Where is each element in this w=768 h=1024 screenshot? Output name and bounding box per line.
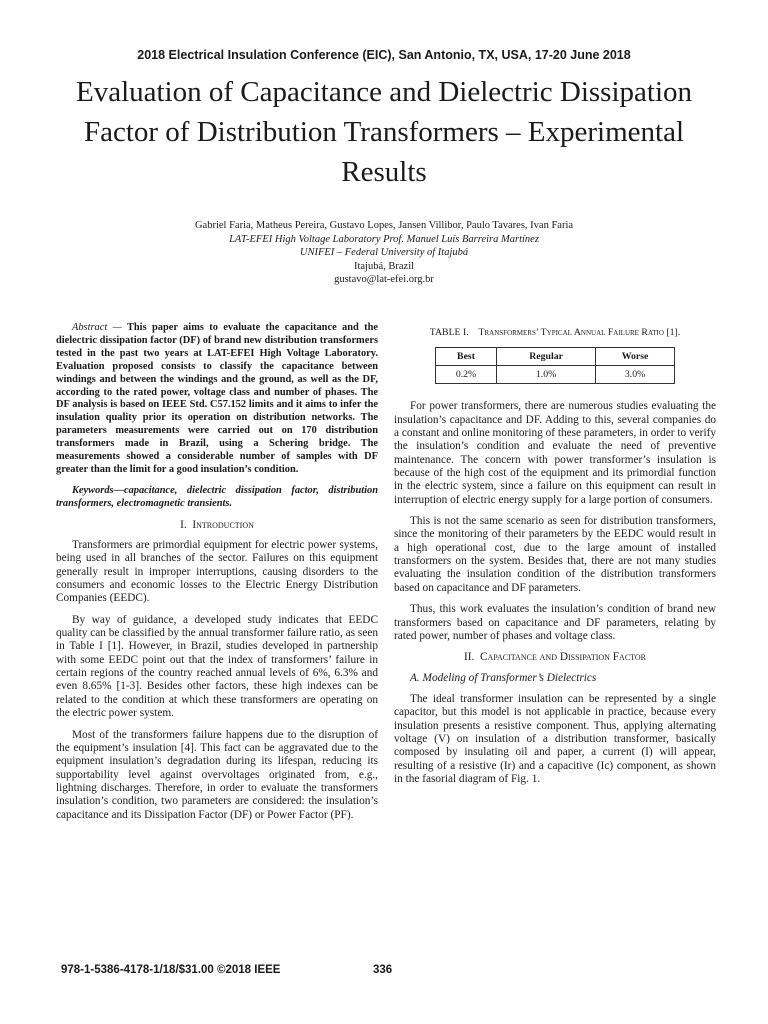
intro-paragraph-1: Transformers are primordial equipment for electric power systems, being used in all branches of the sector. Failures on this equipment generally result in improper interruptions, causing disorders to the consumers and economic losses to the Electric Energy Distribution Companies (EEDC). — [56, 539, 378, 605]
affiliation-lab: LAT-EFEI High Voltage Laboratory Prof. Manuel Luís Barreira Martínez — [229, 233, 539, 245]
body-paragraph-1: For power transformers, there are numerous studies evaluating the insulation’s capacitance and DF. Adding to this, several companies do a constant and online monitoring of these parameters, in order to verify the insulation’s condition and evaluate the need of preventive maintenance. The concern with power transformer’s insulation is because of the high cost of the equipment and its primordial function in the electric system, since a failure on this equipment can result in interruption of electric energy supply for a large portion of consumers. — [394, 400, 716, 506]
body-paragraph-3: Thus, this work evaluates the insulation’s condition of brand new transformers based on capacitance and DF parameters, relating by rated power, number of phases and voltage class. — [394, 603, 716, 642]
author-location: Itajubá, Brazil — [353, 260, 415, 272]
abstract-lead: Abstract — — [72, 322, 122, 333]
conference-header: 2018 Electrical Insulation Conference (EIC), San Antonio, TX, USA, 17-20 June 2018 — [137, 48, 631, 62]
failure-ratio-table — [435, 347, 675, 384]
table-header-row — [436, 348, 675, 366]
table-header-cell: Regular — [497, 348, 596, 366]
abstract-text: This paper aims to evaluate the capacitance and the dielectric dissipation factor (DF) of brand new distribution transformers tested in the past two years at LAT-EFEI High Voltage Laboratory. Evaluation proposed consists to classify the capacitance between windings and between the windings and the ground, as well as the DF, according to the rated power, voltage class and number of phases. The DF analysis is based on IEEE Std. C57.152 limits and it aims to infer the insulation quality prior its operation on distribution networks. The parameters measurements were carried out on 170 distribution transformers made in Brazil, using a Schering bridge. The measurements showed a considerable number of samples with DF greater than the limit for a good insulation’s condition. — [56, 322, 378, 475]
author-names: Gabriel Faria, Matheus Pereira, Gustavo Lopes, Jansen Villibor, Paulo Tavares, Ivan Faria — [194, 220, 574, 231]
paper-title: Evaluation of Capacitance and Dielectric Dissipation Factor of Distribution Transformers – Experimental Results — [75, 76, 693, 188]
section-heading-introduction: I. Introduction — [180, 518, 254, 531]
modeling-paragraph: The ideal transformer insulation can be represented by a single capacitor, but this model is not applicable in practice, because every insulation presents a resistive component. Thus, applying alternating voltage (V) on insulation of a distribution transformer, basically composed by insulating oil and paper, a current (I) will appear, resulting of a resistive (Ir) and a capacitive (Ic) component, as shown in the fasorial diagram of Fig. 1. — [394, 692, 716, 785]
subsection-heading: A. Modeling of Transformer’s Dielectrics — [410, 671, 597, 684]
table-header-cell: Best — [436, 348, 497, 366]
author-email[interactable]: gustavo@lat-efei.org.br — [334, 274, 434, 285]
table-cell: 0.2% — [436, 366, 497, 384]
table-header-cell: Worse — [596, 348, 675, 366]
right-column — [394, 322, 716, 794]
abstract — [56, 322, 378, 477]
page-number: 336 — [373, 964, 393, 976]
author-block — [0, 219, 768, 287]
table-row — [436, 366, 675, 384]
intro-paragraph-2: By way of guidance, a developed study indicates that EEDC quality can be classified by the annual transformer failure ratio, as seen in Table I [1]. However, in Brazil, studies developed in partnership with some EEDC point out that the index of transformers’ failure in certain regions of the country reached annual levels of 6%, 6.3% and even 8.65% [1-3]. Besides other factors, these high indexes can be related to the condition at which these transformers are operating on the electric power system. — [56, 613, 378, 720]
footer-isbn: 978-1-5386-4178-1/18/$31.00 ©2018 IEEE — [61, 964, 281, 976]
intro-paragraph-3: Most of the transformers failure happens due to the disruption of the equipment’s insulation [4]. This fact can be aggravated due to the equipment insulation’s degradation during its lifespan, reducing its supportability level against overvoltages originated from, e.g., lightning discharges. Therefore, in order to evaluate the transformers insulation’s condition, two parameters are considered: the insulation’s capacitance and its Dissipation Factor (DF) or Power Factor (PF). — [56, 728, 378, 821]
table-caption: TABLE I. Transformers’ Typical Annual Failure Ratio [1]. — [429, 327, 681, 338]
affiliation-university: UNIFEI – Federal University of Itajubá — [299, 247, 469, 258]
left-column — [56, 322, 378, 830]
table-cell: 3.0% — [596, 366, 675, 384]
table-cell: 1.0% — [497, 366, 596, 384]
section-heading-capacitance: II. Capacitance and Dissipation Factor — [463, 651, 647, 664]
keywords: Keywords—capacitance, dielectric dissipation factor, distribution transformers, electromagnetic transients. — [56, 484, 378, 509]
body-paragraph-2: This is not the same scenario as seen for distribution transformers, since the monitoring of their parameters by the EEDC would result in a high operational cost, due to the large amount of installed transformers on the system. Besides that, there are not many studies evaluating the insulation condition of the distribution transformers based on capacitance and DF parameters. — [394, 515, 716, 594]
